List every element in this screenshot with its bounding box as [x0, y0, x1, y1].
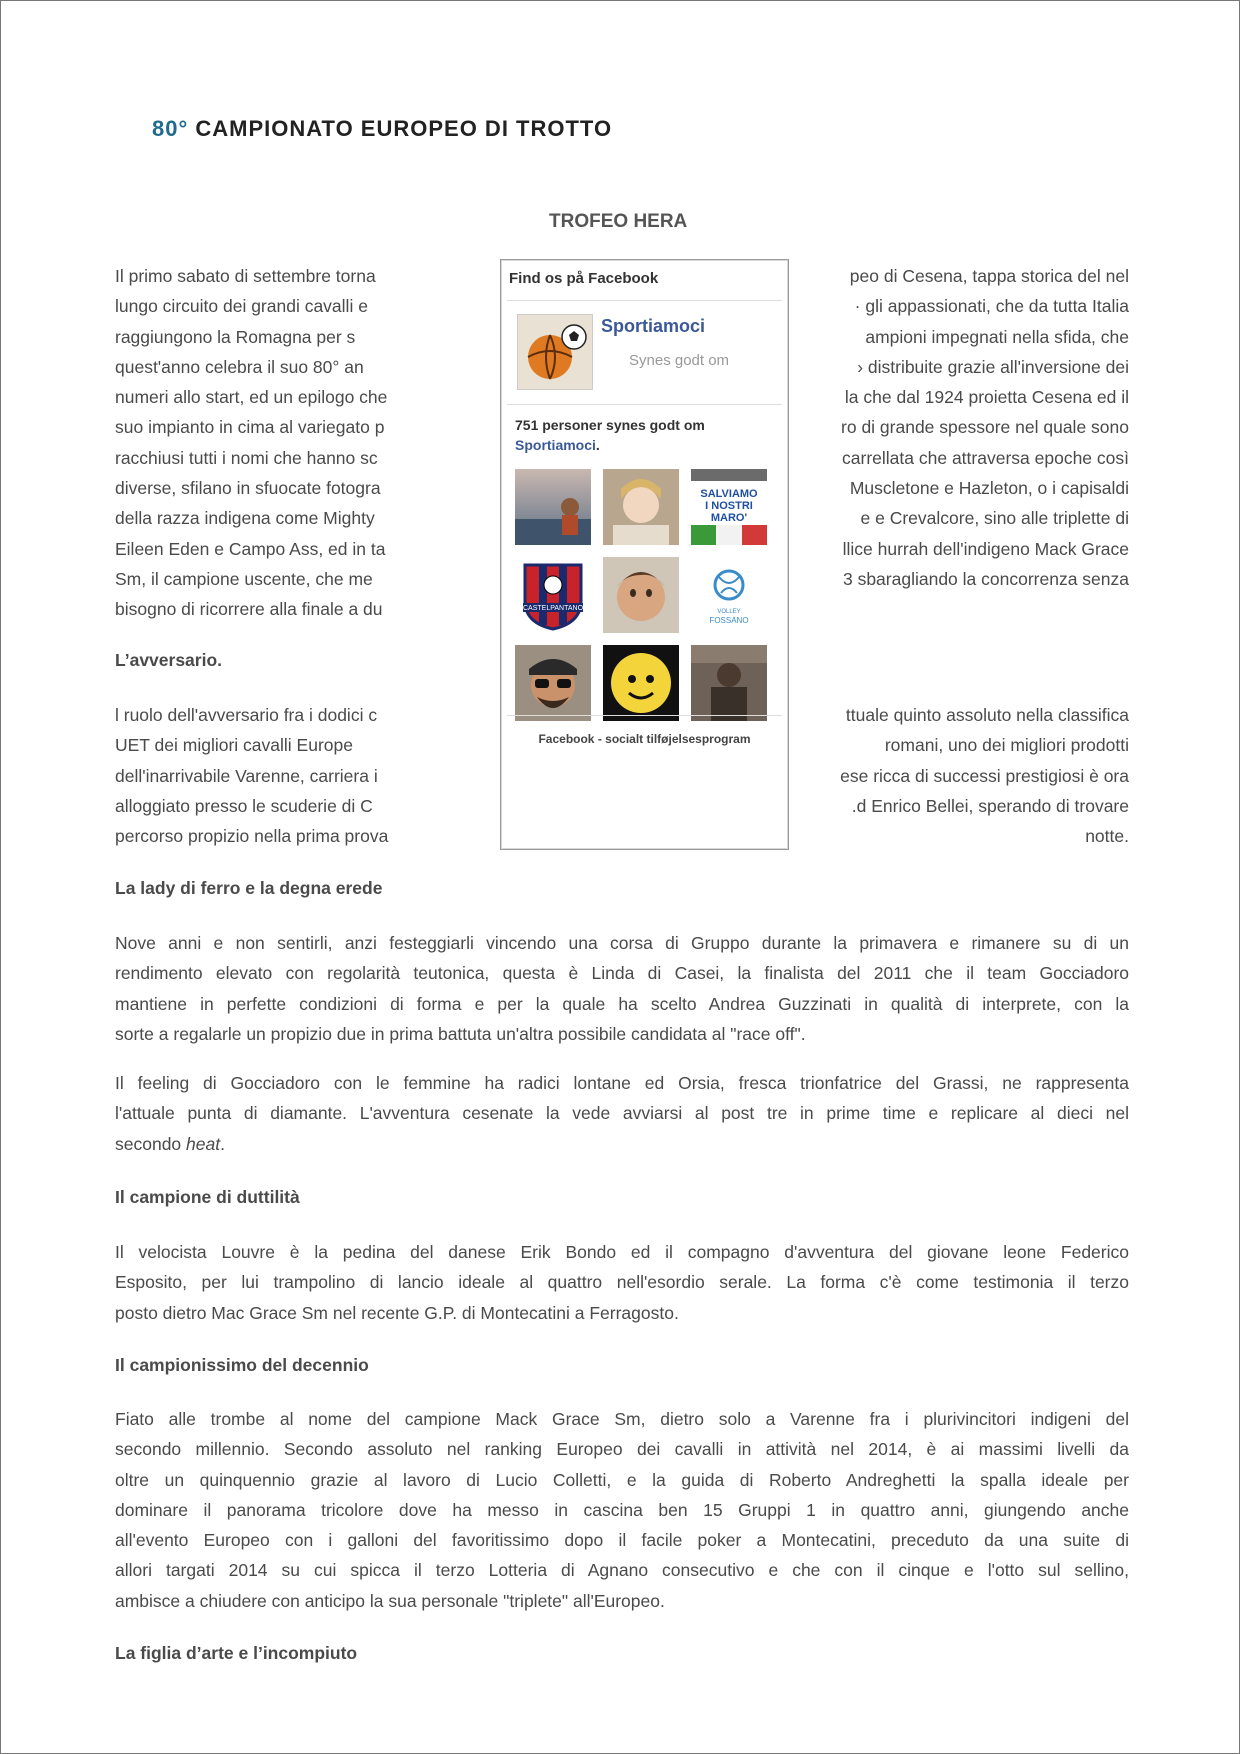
subtitle: TROFEO HERA [549, 211, 688, 232]
text-line: · gli appassionati, che da tutta Italia [854, 296, 1129, 317]
fan-avatar[interactable] [515, 557, 591, 633]
text-line: ttuale quinto assoluto nella classifica [845, 705, 1129, 725]
title-number: 80° [152, 116, 189, 141]
text-line: raggiungono la Romagna per s [115, 326, 356, 347]
text-line: Eileen Eden e Campo Ass, ed in ta [115, 538, 386, 559]
text-line: secondo millennio. Secondo assoluto nel ranking Europeo dei cavalli in attività nel 2014, è ai massimi livelli da [115, 1439, 1129, 1460]
svg-text:CASTELPANTANO: CASTELPANTANO [522, 605, 584, 612]
svg-text:MARO': MARO' [710, 512, 748, 524]
text-line [794, 594, 1129, 624]
text-line: sorte a regalarle un propizio due in prima battuta un'altra possibile candidata al "race off". [115, 1023, 806, 1044]
text-line: la che dal 1924 proietta Cesena ed il [844, 387, 1129, 408]
text-line: diverse, sfilano in sfuocate fotogra [115, 478, 381, 499]
divider [507, 404, 782, 405]
facebook-widget [500, 259, 789, 850]
text-line: rendimento elevato con regolarità teutonica, questa è Linda di Casei, la finalista del 2011 che il team Gocciadoro [115, 963, 1129, 984]
title-text: CAMPIONATO EUROPEO DI TROTTO [188, 116, 613, 141]
text-line: peo di Cesena, tappa storica del nel [849, 266, 1129, 286]
page-logo[interactable] [517, 314, 593, 390]
likes-count: 751 personer synes godt om Sportiamoci. [515, 417, 705, 453]
text-line: ampioni impegnati nella sfida, che [865, 326, 1129, 347]
fan-avatar[interactable] [515, 469, 591, 545]
fan-avatar[interactable] [691, 557, 767, 633]
text-line: Fiato alle trombe al nome del campione Mack Grace Sm, dietro solo a Varenne fra i plurivincitori indigeni del [115, 1409, 1129, 1429]
text-line: romani, uno dei migliori prodotti [884, 735, 1129, 756]
section-heading-figlia: La figlia d’arte e l’incompiuto [115, 1643, 358, 1663]
section3-paragraph [115, 1237, 1129, 1328]
fan-avatar[interactable] [603, 469, 679, 545]
text-line: Esposito, per lui trampolino di lancio ideale al quattro nell'esordio serale. La forma c'è come testimonia il terzo [115, 1272, 1129, 1293]
text-line: della razza indigena come Mighty [115, 508, 375, 529]
text-line: l ruolo dell'avversario fra i dodici c [115, 705, 378, 725]
text-line: Il velocista Louvre è la pedina del danese Erik Bondo ed il compagno d'avventura del giovane leone Federico [115, 1242, 1129, 1262]
svg-text:SALVIAMO: SALVIAMO [700, 488, 758, 500]
text-line: oltre un quinquennio grazie al lavoro di Lucio Colletti, e la guida di Roberto Andreghetti la spalla ideale per [115, 1469, 1129, 1490]
text-line: 3 sbaragliando la concorrenza senza [842, 568, 1129, 589]
text-line: lungo circuito dei grandi cavalli e [115, 296, 368, 317]
text-line: bisogno di ricorrere alla finale a du [115, 599, 383, 620]
text-line: e e Crevalcore, sino alle triplette di [860, 508, 1129, 529]
svg-text:VOLLEY: VOLLEY [717, 609, 741, 615]
section1-left-column [115, 700, 423, 856]
text-line: › distribuite grazie all'inversione dei [857, 356, 1129, 377]
text-line: Sm, il campione uscente, che me [115, 568, 373, 589]
section4-paragraph [115, 1404, 1129, 1616]
likes-page-link[interactable]: Sportiamoci [515, 437, 596, 453]
svg-text:I NOSTRI: I NOSTRI [705, 500, 753, 512]
section-heading-lady: La lady di ferro e la degna erede [115, 878, 383, 898]
facebook-footer-link[interactable]: Facebook - socialt tilføjelsesprogram [538, 732, 751, 746]
section-heading-avversario: L’avversario. [115, 650, 223, 670]
facebook-widget-title: Find os på Facebook [509, 270, 659, 287]
section2-paragraph-2 [115, 1068, 1129, 1159]
like-button[interactable]: Synes godt om [629, 352, 730, 369]
divider [507, 715, 782, 716]
text-line: carrellata che attraversa epoche così [842, 447, 1129, 468]
text-line: secondo heat. [115, 1133, 225, 1154]
text-line: ro di grande spessore nel quale sono [841, 417, 1129, 438]
fan-avatar[interactable] [691, 645, 767, 721]
text-line: Muscletone e Hazleton, o i capisaldi [849, 478, 1129, 499]
text-line: percorso propizio nella prima prova [115, 826, 389, 847]
fan-avatar[interactable] [691, 469, 767, 545]
fan-avatar[interactable] [603, 557, 679, 633]
divider [507, 300, 782, 301]
svg-text:FOSSANO: FOSSANO [709, 616, 749, 625]
text-line: racchiusi tutti i nomi che hanno sc [115, 447, 378, 468]
text-line: .d Enrico Bellei, sperando di trovare [851, 795, 1129, 816]
text-line: dell'inarrivabile Varenne, carriera i [115, 765, 378, 786]
text-line: ambisce a chiudere con anticipo la sua personale "triplete" all'Europeo. [115, 1590, 665, 1611]
text-line: quest'anno celebra il suo 80° an [115, 356, 364, 377]
text-line: dominare il panorama tricolore dove ha messo in cascina ben 15 Gruppi 1 in quattro anni, giungendo anche [115, 1499, 1129, 1520]
text-line: all'evento Europeo con i galloni del favoritissimo dopo il facile poker a Montecatini, preceduto da una suite di [115, 1530, 1129, 1551]
section-heading-campionissimo: Il campionissimo del decennio [115, 1355, 369, 1375]
fan-avatar[interactable] [603, 645, 679, 721]
section2-paragraph-1 [115, 928, 1129, 1049]
text-line: Il primo sabato di settembre torna [115, 266, 376, 286]
text-line: ese ricca di successi prestigiosi è ora [840, 765, 1129, 786]
fan-avatar[interactable] [515, 645, 591, 721]
text-line: llice hurrah dell'indigeno Mack Grace [842, 538, 1129, 559]
text-line: suo impianto in cima al variegato p [115, 417, 385, 438]
text-line: alloggiato presso le scuderie di C [115, 795, 373, 816]
text-line: UET dei migliori cavalli Europe [115, 735, 353, 756]
intro-left-column [115, 261, 423, 631]
section-heading-duttilita: Il campione di duttilità [115, 1187, 300, 1207]
text-line: numeri allo start, ed un epilogo che [115, 387, 388, 408]
intro-right-column [794, 261, 1129, 631]
text-line: Nove anni e non sentirli, anzi festeggiarli vincendo una corsa di Gruppo durante la primavera e rimanere su di un [115, 933, 1129, 953]
text-line: notte. [1085, 826, 1129, 847]
page-name-link[interactable]: Sportiamoci [601, 316, 706, 336]
text-line: l'attuale punta di diamante. L'avventura cesenate la vede avviarsi al post tre in prime time e replicare al dieci nel [115, 1103, 1129, 1124]
text-line: Il feeling di Gocciadoro con le femmine ha radici lontane ed Orsia, fresca trionfatrice del Grassi, ne rappresenta [115, 1073, 1129, 1093]
section1-right-column [794, 700, 1129, 856]
text-line: allori targati 2014 su cui spicca il terzo Lotteria di Agnano consecutivo e che con il cinque e l'otto sul sellino, [115, 1560, 1129, 1581]
text-line: mantiene in perfette condizioni di forma e per la quale ha scelto Andrea Guzzinati in qualità di interprete, con la [115, 993, 1129, 1014]
text-line: posto dietro Mac Grace Sm nel recente G.P. di Montecatini a Ferragosto. [115, 1302, 679, 1323]
document-title [152, 116, 612, 142]
italic-term: heat [186, 1133, 221, 1154]
